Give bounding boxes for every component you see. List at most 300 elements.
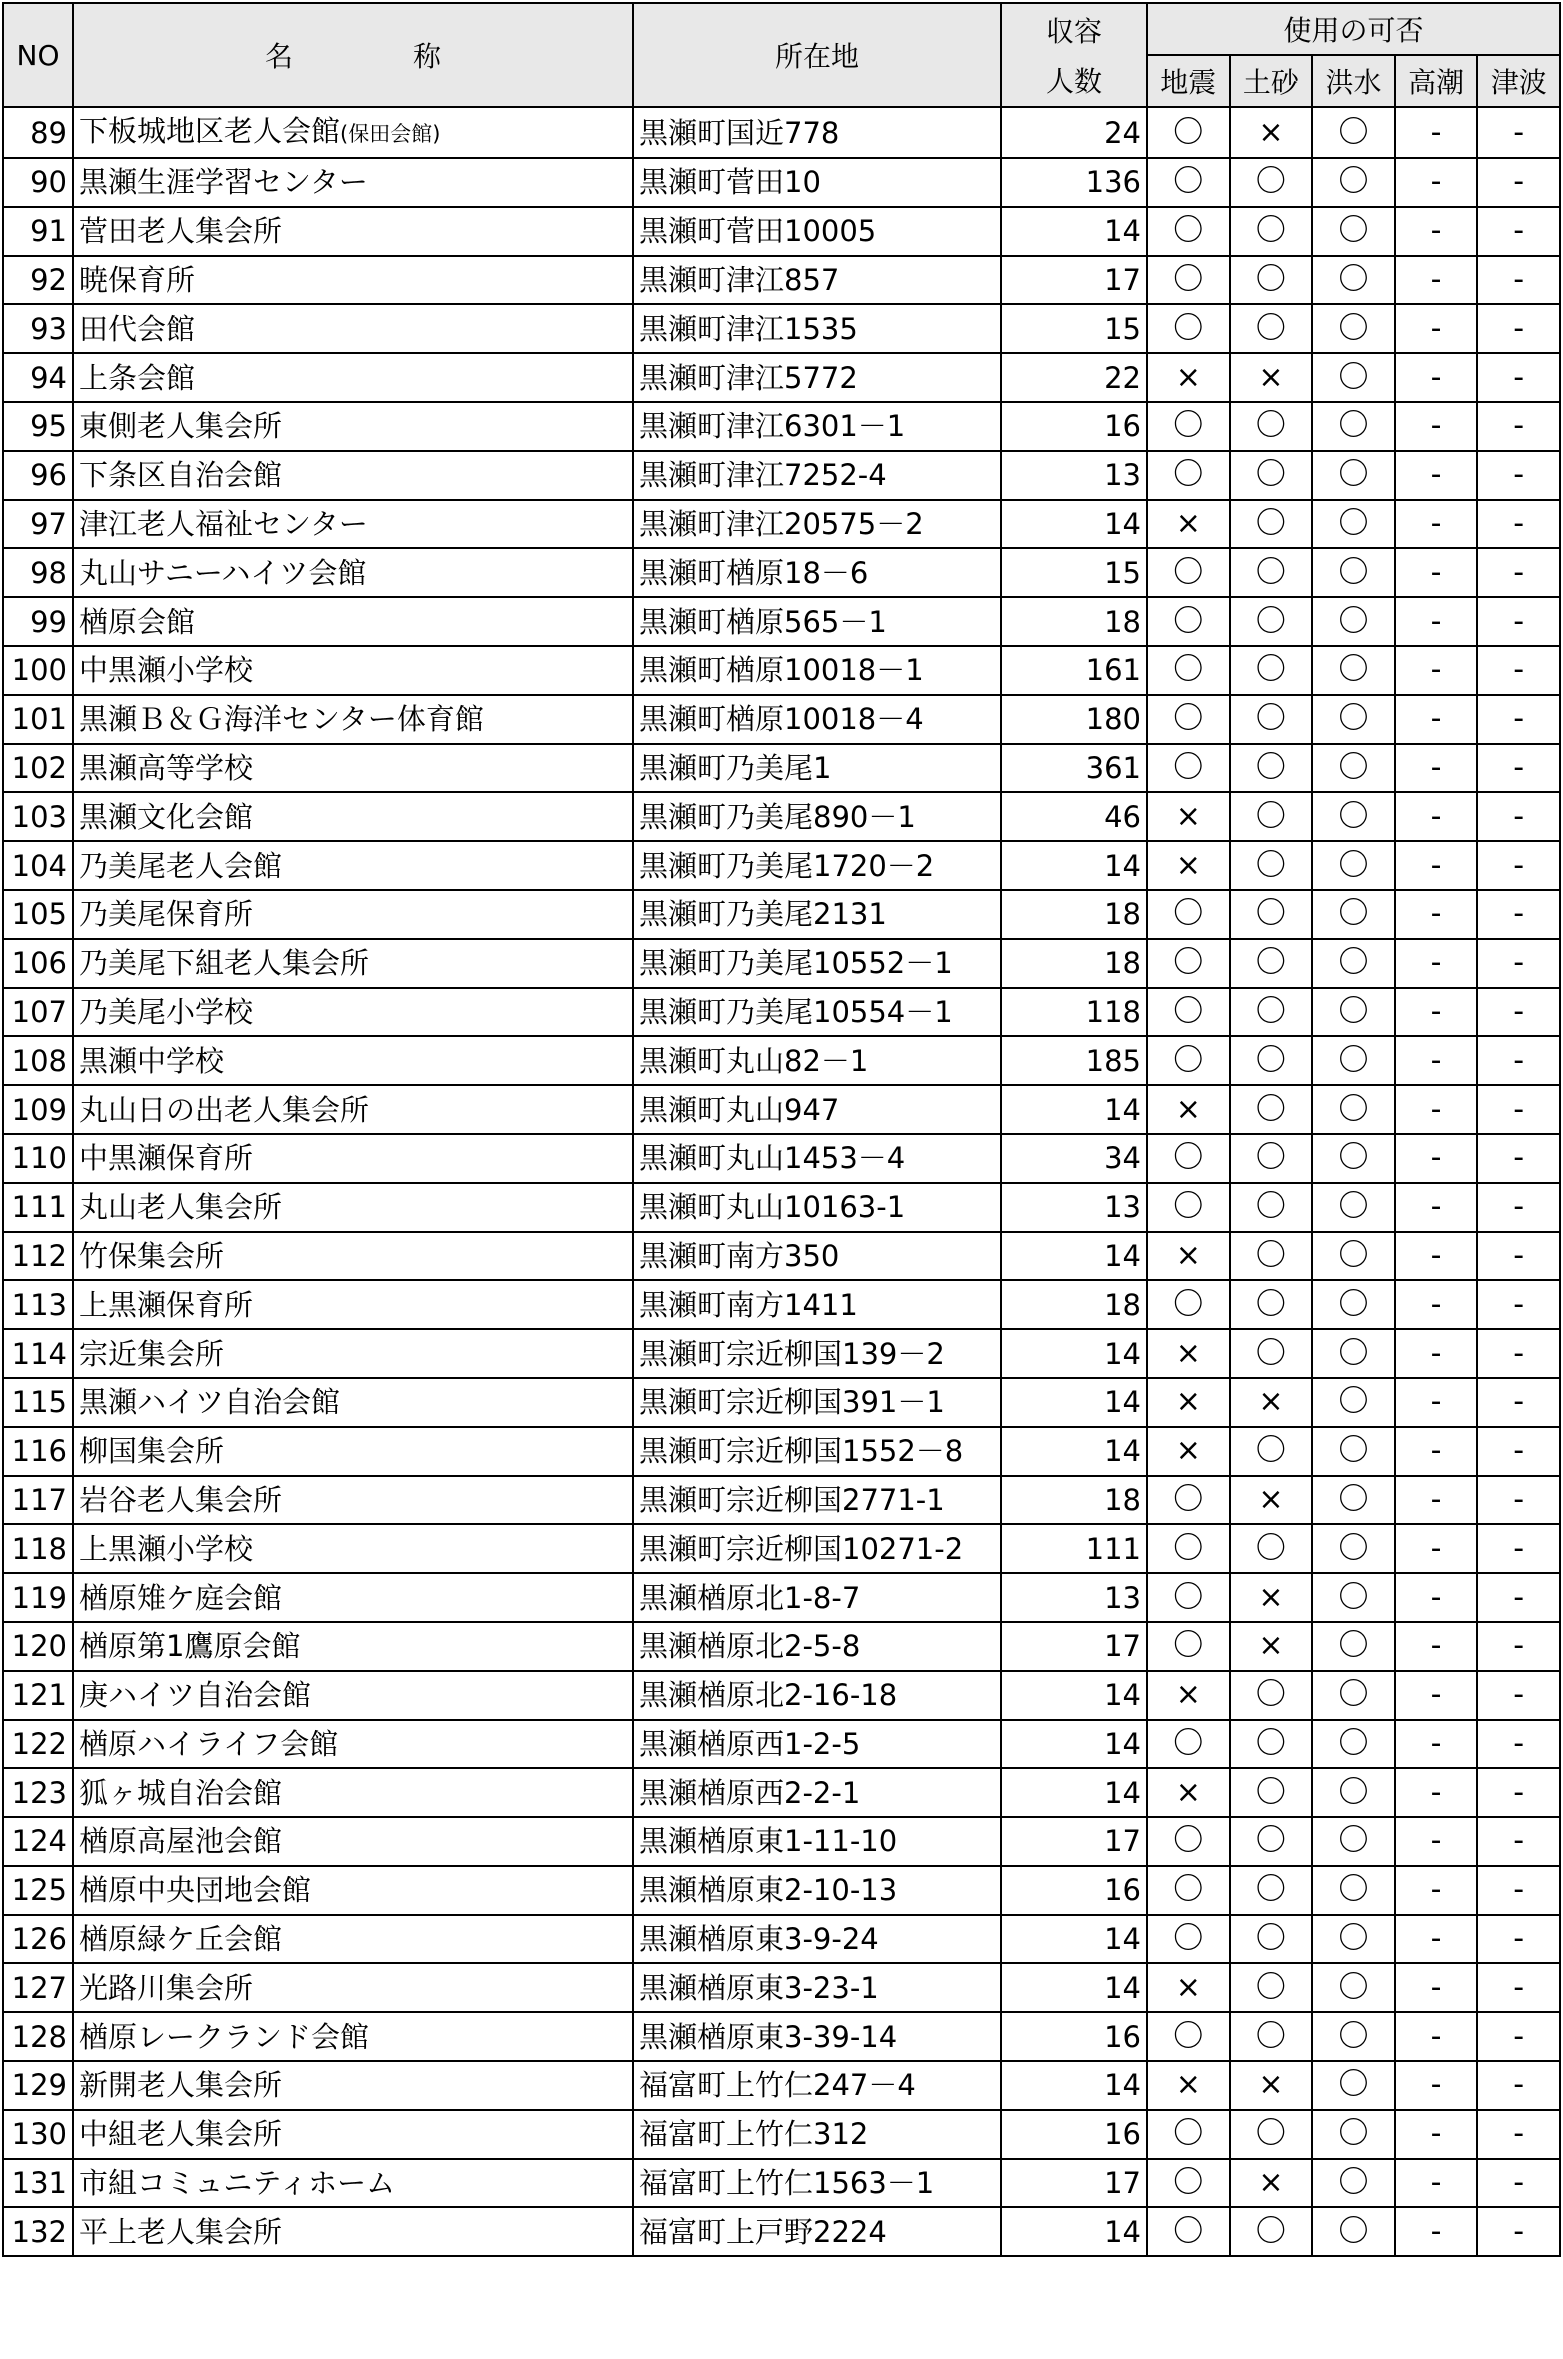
row-hazard-tsunami: - [1477, 2159, 1560, 2208]
row-name-text: 黒瀬文化会館 [79, 799, 254, 834]
row-capacity: 18 [1001, 1280, 1147, 1329]
row-name-text: 狐ヶ城自治会館 [79, 1775, 283, 1810]
row-hazard-flood: 〇 [1312, 2159, 1395, 2208]
row-hazard-landslide: 〇 [1230, 792, 1313, 841]
row-hazard-flood: 〇 [1312, 988, 1395, 1037]
row-hazard-tsunami: - [1477, 1524, 1560, 1573]
table-row [3, 1085, 1560, 1134]
table-row [3, 841, 1560, 890]
table-row [3, 2207, 1560, 2256]
row-hazard-landslide: 〇 [1230, 1915, 1313, 1964]
row-capacity: 361 [1001, 744, 1147, 793]
row-hazard-landslide: 〇 [1230, 695, 1313, 744]
row-hazard-flood: 〇 [1312, 939, 1395, 988]
row-no: 89 [3, 107, 73, 158]
row-capacity: 17 [1001, 1817, 1147, 1866]
row-capacity: 17 [1001, 256, 1147, 305]
row-name-text: 中黒瀬小学校 [79, 653, 254, 688]
table-row [3, 304, 1560, 353]
row-address: 黒瀬町乃美尾10554－1 [633, 988, 1001, 1037]
row-no: 113 [3, 1280, 73, 1329]
row-hazard-tsunami: - [1477, 939, 1560, 988]
row-address: 黒瀬楢原東1-11-10 [633, 1817, 1001, 1866]
row-hazard-earthquake: 〇 [1147, 1476, 1230, 1525]
row-hazard-earthquake: 〇 [1147, 107, 1230, 158]
row-name-text: 楢原ハイライフ会館 [79, 1726, 339, 1761]
table-row [3, 1427, 1560, 1476]
row-hazard-landslide: 〇 [1230, 841, 1313, 890]
row-address: 黒瀬楢原東2-10-13 [633, 1866, 1001, 1915]
row-address: 黒瀬楢原東3-23-1 [633, 1963, 1001, 2012]
row-capacity: 13 [1001, 451, 1147, 500]
row-no: 131 [3, 2159, 73, 2208]
row-no: 93 [3, 304, 73, 353]
row-name-text: 黒瀬ハイツ自治会館 [79, 1385, 341, 1420]
row-hazard-tsunami: - [1477, 207, 1560, 256]
row-hazard-storm-surge: - [1395, 1085, 1478, 1134]
table-body [3, 107, 1560, 2256]
table-row [3, 1866, 1560, 1915]
row-hazard-storm-surge: - [1395, 2061, 1478, 2110]
row-hazard-tsunami: - [1477, 695, 1560, 744]
row-capacity: 14 [1001, 1963, 1147, 2012]
row-hazard-earthquake: 〇 [1147, 207, 1230, 256]
row-name [73, 451, 633, 500]
row-address: 黒瀬楢原東3-9-24 [633, 1915, 1001, 1964]
row-hazard-flood: 〇 [1312, 1378, 1395, 1427]
row-hazard-storm-surge: - [1395, 353, 1478, 402]
row-hazard-storm-surge: - [1395, 890, 1478, 939]
row-address: 黒瀬町津江1535 [633, 304, 1001, 353]
row-capacity: 14 [1001, 1720, 1147, 1769]
row-name-text: 暁保育所 [79, 262, 196, 297]
row-name-text: 田代会館 [79, 311, 196, 346]
row-hazard-storm-surge: - [1395, 402, 1478, 451]
row-hazard-earthquake: 〇 [1147, 2110, 1230, 2159]
row-address: 黒瀬楢原北2-16-18 [633, 1671, 1001, 1720]
row-capacity: 111 [1001, 1524, 1147, 1573]
table-row [3, 548, 1560, 597]
row-hazard-storm-surge: - [1395, 1524, 1478, 1573]
table-row [3, 1963, 1560, 2012]
row-hazard-tsunami: - [1477, 1817, 1560, 1866]
row-capacity: 18 [1001, 597, 1147, 646]
row-hazard-flood: 〇 [1312, 353, 1395, 402]
row-hazard-landslide: 〇 [1230, 744, 1313, 793]
row-hazard-flood: 〇 [1312, 646, 1395, 695]
row-hazard-landslide: 〇 [1230, 451, 1313, 500]
row-name [73, 1622, 633, 1671]
row-hazard-flood: 〇 [1312, 597, 1395, 646]
row-hazard-storm-surge: - [1395, 2110, 1478, 2159]
row-address: 福富町上竹仁247－4 [633, 2061, 1001, 2110]
row-hazard-landslide: 〇 [1230, 548, 1313, 597]
row-hazard-tsunami: - [1477, 1427, 1560, 1476]
row-hazard-storm-surge: - [1395, 1671, 1478, 1720]
row-capacity: 24 [1001, 107, 1147, 158]
row-hazard-flood: 〇 [1312, 1427, 1395, 1476]
row-hazard-flood: 〇 [1312, 1524, 1395, 1573]
row-address: 福富町上竹仁312 [633, 2110, 1001, 2159]
row-capacity: 14 [1001, 1768, 1147, 1817]
row-address: 黒瀬楢原東3-39-14 [633, 2012, 1001, 2061]
row-name [73, 158, 633, 207]
row-name [73, 939, 633, 988]
header-name [73, 3, 633, 107]
row-address: 黒瀬楢原北1-8-7 [633, 1573, 1001, 1622]
row-name-text: 楢原高屋池会館 [79, 1824, 283, 1859]
row-no: 100 [3, 646, 73, 695]
row-address: 黒瀬町楢原10018－1 [633, 646, 1001, 695]
row-address: 黒瀬町楢原18－6 [633, 548, 1001, 597]
row-hazard-flood: 〇 [1312, 2061, 1395, 2110]
row-no: 126 [3, 1915, 73, 1964]
row-name [73, 1524, 633, 1573]
row-name-text: 中黒瀬保育所 [79, 1141, 254, 1176]
row-hazard-earthquake: 〇 [1147, 1134, 1230, 1183]
row-name-text: 楢原レークランド会館 [79, 2019, 370, 2054]
row-hazard-landslide: × [1230, 107, 1313, 158]
row-hazard-storm-surge: - [1395, 158, 1478, 207]
header-hazard-flood: 洪水 [1312, 55, 1395, 107]
row-address: 黒瀬町宗近柳国391－1 [633, 1378, 1001, 1427]
row-hazard-tsunami: - [1477, 1622, 1560, 1671]
row-name-text: 新開老人集会所 [79, 2068, 283, 2103]
row-hazard-storm-surge: - [1395, 1036, 1478, 1085]
row-no: 119 [3, 1573, 73, 1622]
header-no: NO [3, 3, 73, 107]
row-capacity: 180 [1001, 695, 1147, 744]
table-row [3, 939, 1560, 988]
row-hazard-landslide: 〇 [1230, 1036, 1313, 1085]
table-row [3, 792, 1560, 841]
row-name-text: 楢原会館 [79, 604, 196, 639]
table-row [3, 1622, 1560, 1671]
row-name-text: 市組コミュニティホーム [79, 2166, 396, 2201]
row-hazard-landslide: × [1230, 1476, 1313, 1525]
row-no: 95 [3, 402, 73, 451]
row-name [73, 744, 633, 793]
row-address: 黒瀬町宗近柳国1552－8 [633, 1427, 1001, 1476]
row-hazard-tsunami: - [1477, 841, 1560, 890]
table-row [3, 256, 1560, 305]
row-hazard-tsunami: - [1477, 1036, 1560, 1085]
header-address: 所在地 [633, 3, 1001, 107]
row-hazard-storm-surge: - [1395, 2159, 1478, 2208]
table-row [3, 2012, 1560, 2061]
row-no: 98 [3, 548, 73, 597]
row-hazard-earthquake: 〇 [1147, 646, 1230, 695]
row-hazard-landslide: 〇 [1230, 256, 1313, 305]
row-name [73, 1232, 633, 1281]
row-hazard-landslide: 〇 [1230, 988, 1313, 1037]
row-address: 黒瀬町乃美尾890－1 [633, 792, 1001, 841]
row-hazard-landslide: 〇 [1230, 646, 1313, 695]
row-capacity: 14 [1001, 1427, 1147, 1476]
row-hazard-storm-surge: - [1395, 1280, 1478, 1329]
row-no: 110 [3, 1134, 73, 1183]
row-hazard-earthquake: × [1147, 1427, 1230, 1476]
row-address: 黒瀬町楢原565－1 [633, 597, 1001, 646]
row-hazard-flood: 〇 [1312, 158, 1395, 207]
row-name [73, 207, 633, 256]
row-hazard-tsunami: - [1477, 304, 1560, 353]
row-capacity: 18 [1001, 1476, 1147, 1525]
row-hazard-flood: 〇 [1312, 792, 1395, 841]
row-hazard-flood: 〇 [1312, 1671, 1395, 1720]
row-hazard-earthquake: 〇 [1147, 1280, 1230, 1329]
row-hazard-flood: 〇 [1312, 1768, 1395, 1817]
row-name-text: 柳国集会所 [79, 1434, 225, 1469]
row-name-text: 乃美尾下組老人集会所 [79, 946, 370, 981]
row-hazard-earthquake: 〇 [1147, 1573, 1230, 1622]
row-capacity: 17 [1001, 2159, 1147, 2208]
row-hazard-flood: 〇 [1312, 207, 1395, 256]
row-no: 114 [3, 1329, 73, 1378]
row-hazard-flood: 〇 [1312, 1720, 1395, 1769]
row-no: 92 [3, 256, 73, 305]
row-hazard-landslide: 〇 [1230, 1963, 1313, 2012]
row-name [73, 1476, 633, 1525]
table-row [3, 1671, 1560, 1720]
row-name [73, 1866, 633, 1915]
row-address: 黒瀬町丸山947 [633, 1085, 1001, 1134]
row-capacity: 34 [1001, 1134, 1147, 1183]
row-name [73, 1768, 633, 1817]
row-hazard-storm-surge: - [1395, 1378, 1478, 1427]
row-no: 91 [3, 207, 73, 256]
table-header [3, 3, 1560, 107]
row-hazard-tsunami: - [1477, 646, 1560, 695]
row-address: 黒瀬楢原西2-2-1 [633, 1768, 1001, 1817]
row-hazard-tsunami: - [1477, 1671, 1560, 1720]
row-hazard-storm-surge: - [1395, 2207, 1478, 2256]
row-capacity: 15 [1001, 304, 1147, 353]
row-capacity: 14 [1001, 1671, 1147, 1720]
row-address: 黒瀬町宗近柳国139－2 [633, 1329, 1001, 1378]
row-name [73, 890, 633, 939]
row-name-text: 竹保集会所 [79, 1238, 225, 1273]
row-hazard-flood: 〇 [1312, 304, 1395, 353]
row-name [73, 107, 633, 158]
row-no: 96 [3, 451, 73, 500]
table-row [3, 1573, 1560, 1622]
row-name [73, 1378, 633, 1427]
row-address: 黒瀬町宗近柳国10271-2 [633, 1524, 1001, 1573]
row-name [73, 1085, 633, 1134]
row-name-text: 下板城地区老人会館 [79, 114, 341, 148]
row-hazard-earthquake: × [1147, 2061, 1230, 2110]
row-name-text: 東側老人集会所 [79, 409, 283, 444]
row-hazard-landslide: × [1230, 1573, 1313, 1622]
row-name-text: 黒瀬生涯学習センター [79, 165, 368, 200]
row-hazard-tsunami: - [1477, 1768, 1560, 1817]
row-hazard-landslide: × [1230, 1378, 1313, 1427]
table-row [3, 1720, 1560, 1769]
row-no: 97 [3, 500, 73, 549]
row-name-text: 上黒瀬小学校 [79, 1531, 254, 1566]
row-address: 黒瀬町乃美尾1720－2 [633, 841, 1001, 890]
row-address: 黒瀬町津江5772 [633, 353, 1001, 402]
row-hazard-flood: 〇 [1312, 890, 1395, 939]
row-hazard-storm-surge: - [1395, 1622, 1478, 1671]
row-name-text: 黒瀬中学校 [79, 1043, 225, 1078]
table-row [3, 1232, 1560, 1281]
row-hazard-storm-surge: - [1395, 939, 1478, 988]
row-capacity: 14 [1001, 1232, 1147, 1281]
row-no: 104 [3, 841, 73, 890]
row-address: 黒瀬町楢原10018－4 [633, 695, 1001, 744]
row-capacity: 15 [1001, 548, 1147, 597]
row-hazard-tsunami: - [1477, 1280, 1560, 1329]
row-name [73, 1573, 633, 1622]
row-hazard-storm-surge: - [1395, 744, 1478, 793]
row-name [73, 1915, 633, 1964]
row-capacity: 18 [1001, 890, 1147, 939]
row-no: 132 [3, 2207, 73, 2256]
row-name [73, 646, 633, 695]
row-no: 107 [3, 988, 73, 1037]
table-row [3, 1915, 1560, 1964]
row-hazard-tsunami: - [1477, 500, 1560, 549]
row-hazard-landslide: 〇 [1230, 1329, 1313, 1378]
row-name-text: 乃美尾保育所 [79, 897, 254, 932]
row-hazard-earthquake: 〇 [1147, 1524, 1230, 1573]
row-no: 111 [3, 1183, 73, 1232]
row-hazard-storm-surge: - [1395, 646, 1478, 695]
table-row [3, 1476, 1560, 1525]
row-name-text: 乃美尾小学校 [79, 994, 254, 1029]
row-hazard-storm-surge: - [1395, 695, 1478, 744]
header-name-a: 名 [264, 40, 293, 73]
table-row [3, 207, 1560, 256]
row-name-text: 楢原中央団地会館 [79, 1873, 312, 1908]
row-no: 103 [3, 792, 73, 841]
table-row [3, 158, 1560, 207]
row-hazard-tsunami: - [1477, 1915, 1560, 1964]
row-hazard-earthquake: × [1147, 841, 1230, 890]
row-hazard-flood: 〇 [1312, 1573, 1395, 1622]
row-hazard-storm-surge: - [1395, 2012, 1478, 2061]
row-hazard-earthquake: 〇 [1147, 1720, 1230, 1769]
row-name [73, 1134, 633, 1183]
row-hazard-tsunami: - [1477, 1134, 1560, 1183]
row-capacity: 14 [1001, 207, 1147, 256]
table-row [3, 890, 1560, 939]
row-hazard-flood: 〇 [1312, 1183, 1395, 1232]
row-hazard-earthquake: × [1147, 1232, 1230, 1281]
header-capacity-line1: 収容 [1045, 15, 1102, 48]
table-row [3, 2061, 1560, 2110]
row-no: 115 [3, 1378, 73, 1427]
row-no: 101 [3, 695, 73, 744]
table-row [3, 353, 1560, 402]
table-row [3, 500, 1560, 549]
table-row [3, 988, 1560, 1037]
row-hazard-landslide: 〇 [1230, 1085, 1313, 1134]
row-hazard-flood: 〇 [1312, 256, 1395, 305]
table-row [3, 1524, 1560, 1573]
row-address: 黒瀬町丸山10163-1 [633, 1183, 1001, 1232]
row-name-text: 乃美尾老人会館 [79, 848, 283, 883]
row-capacity: 46 [1001, 792, 1147, 841]
row-address: 黒瀬町南方350 [633, 1232, 1001, 1281]
row-capacity: 14 [1001, 500, 1147, 549]
row-hazard-tsunami: - [1477, 744, 1560, 793]
row-hazard-storm-surge: - [1395, 792, 1478, 841]
row-hazard-storm-surge: - [1395, 1134, 1478, 1183]
row-hazard-landslide: 〇 [1230, 1524, 1313, 1573]
row-hazard-tsunami: - [1477, 256, 1560, 305]
table-row [3, 744, 1560, 793]
row-capacity: 16 [1001, 2012, 1147, 2061]
row-hazard-landslide: 〇 [1230, 2207, 1313, 2256]
row-hazard-landslide: 〇 [1230, 597, 1313, 646]
table-row [3, 451, 1560, 500]
row-address: 黒瀬町菅田10005 [633, 207, 1001, 256]
row-hazard-earthquake: 〇 [1147, 256, 1230, 305]
row-capacity: 18 [1001, 939, 1147, 988]
row-hazard-landslide: 〇 [1230, 1280, 1313, 1329]
row-capacity: 13 [1001, 1183, 1147, 1232]
row-address: 黒瀬町南方1411 [633, 1280, 1001, 1329]
row-address: 黒瀬楢原北2-5-8 [633, 1622, 1001, 1671]
row-hazard-storm-surge: - [1395, 597, 1478, 646]
row-name-text: 下条区自治会館 [79, 458, 283, 493]
row-name-text: 丸山サニーハイツ会館 [79, 555, 367, 590]
row-name [73, 695, 633, 744]
row-hazard-tsunami: - [1477, 548, 1560, 597]
row-name [73, 1036, 633, 1085]
row-hazard-earthquake: 〇 [1147, 2159, 1230, 2208]
table-row [3, 2110, 1560, 2159]
row-hazard-storm-surge: - [1395, 1720, 1478, 1769]
row-hazard-storm-surge: - [1395, 1915, 1478, 1964]
row-hazard-landslide: 〇 [1230, 1817, 1313, 1866]
row-name-text: 津江老人福祉センター [79, 506, 368, 541]
row-name [73, 1280, 633, 1329]
row-hazard-flood: 〇 [1312, 1476, 1395, 1525]
row-no: 118 [3, 1524, 73, 1573]
row-no: 116 [3, 1427, 73, 1476]
row-hazard-tsunami: - [1477, 2061, 1560, 2110]
row-name [73, 500, 633, 549]
row-hazard-landslide: 〇 [1230, 1232, 1313, 1281]
row-hazard-tsunami: - [1477, 353, 1560, 402]
row-no: 129 [3, 2061, 73, 2110]
row-capacity: 16 [1001, 1866, 1147, 1915]
row-name [73, 841, 633, 890]
row-hazard-storm-surge: - [1395, 1963, 1478, 2012]
header-hazard-storm-surge: 高潮 [1395, 55, 1478, 107]
row-hazard-storm-surge: - [1395, 1183, 1478, 1232]
row-hazard-earthquake: 〇 [1147, 158, 1230, 207]
row-name-text: 平上老人集会所 [79, 2214, 283, 2249]
row-hazard-landslide: 〇 [1230, 1720, 1313, 1769]
row-hazard-earthquake: × [1147, 1329, 1230, 1378]
row-hazard-storm-surge: - [1395, 1232, 1478, 1281]
header-capacity-line2: 人数 [1045, 65, 1102, 98]
row-name [73, 2061, 633, 2110]
row-hazard-tsunami: - [1477, 1866, 1560, 1915]
row-hazard-flood: 〇 [1312, 744, 1395, 793]
row-hazard-tsunami: - [1477, 402, 1560, 451]
row-no: 94 [3, 353, 73, 402]
row-name-text: 宗近集会所 [79, 1336, 225, 1371]
row-address: 黒瀬町津江857 [633, 256, 1001, 305]
row-hazard-flood: 〇 [1312, 451, 1395, 500]
row-name [73, 256, 633, 305]
